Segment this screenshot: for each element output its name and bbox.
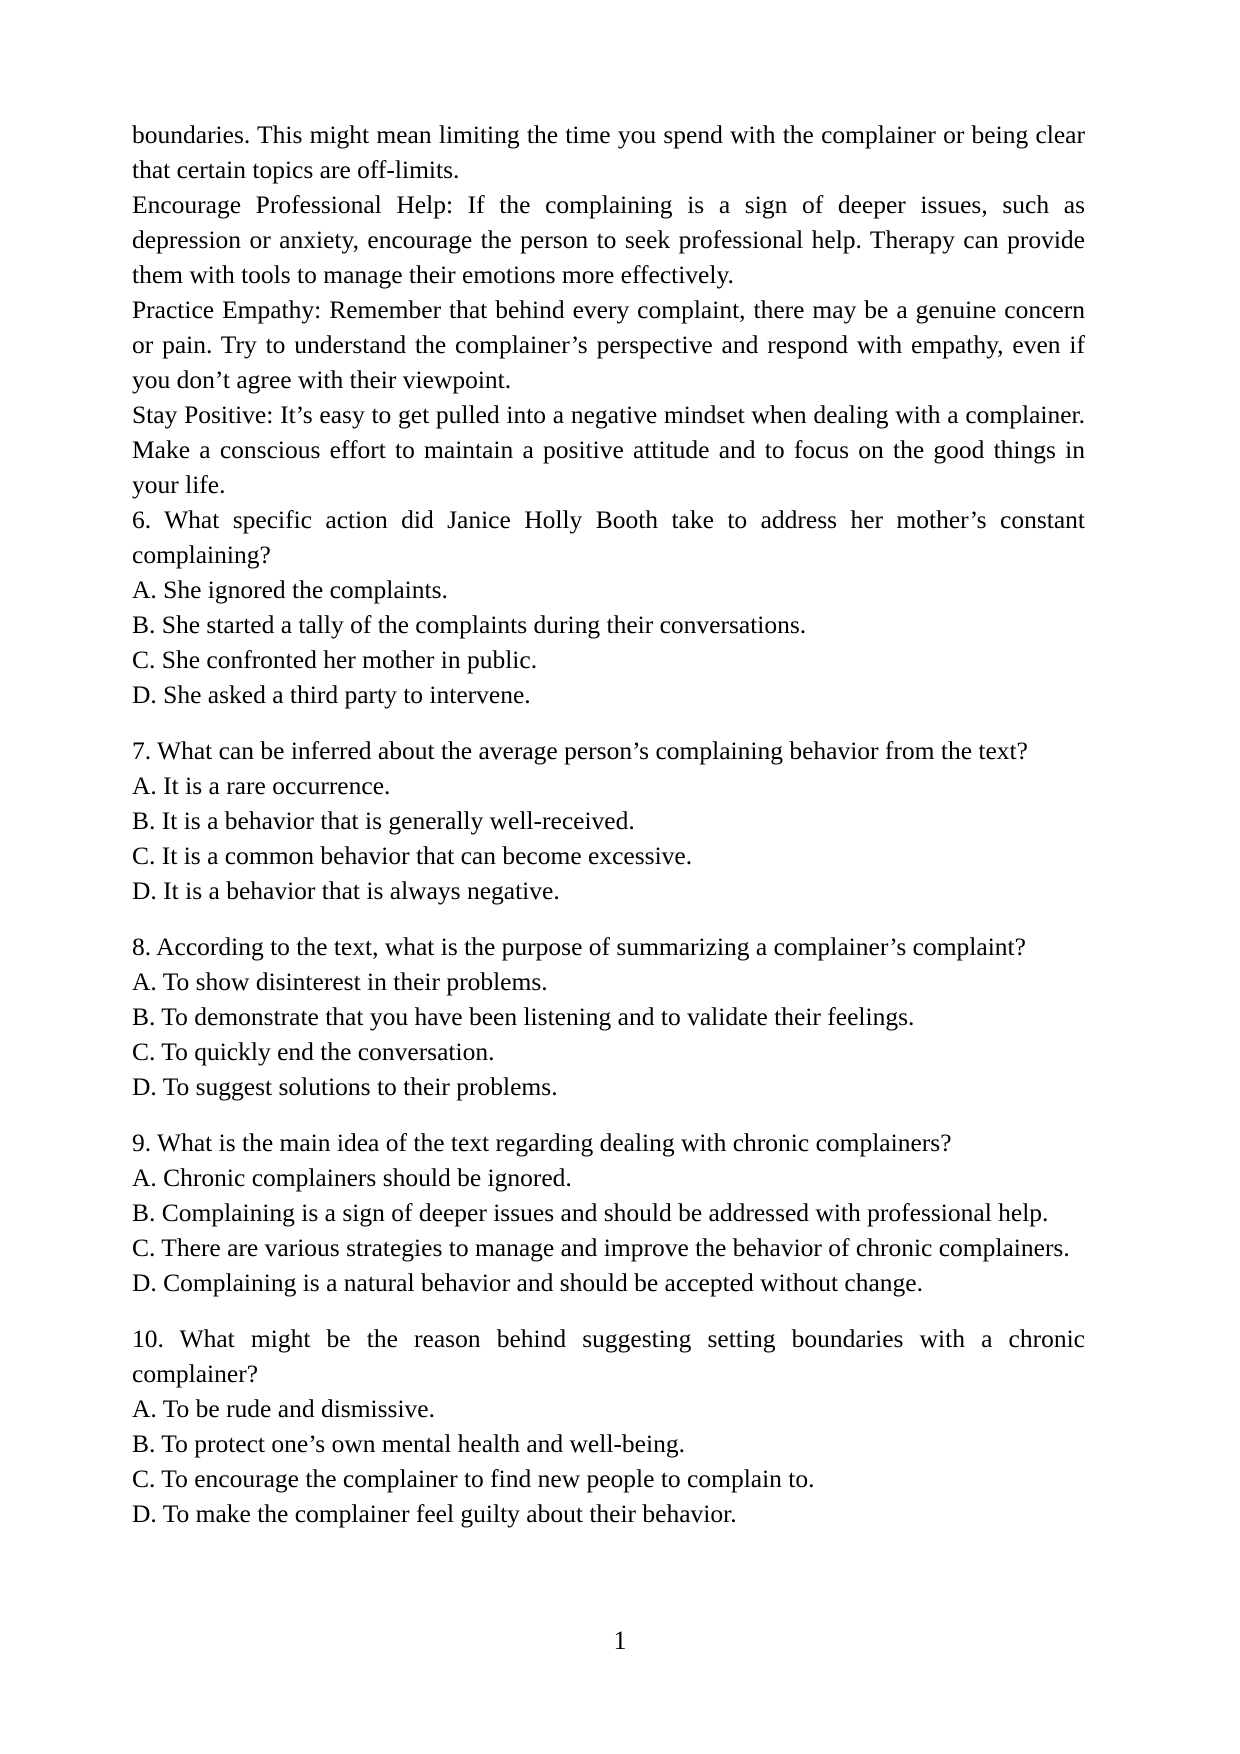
answer-option: B. To demonstrate that you have been listening and to validate their feelings.	[132, 1002, 915, 1031]
page-content	[132, 117, 1085, 1531]
question-block	[132, 1321, 1085, 1531]
question-stem: 9. What is the main idea of the text regarding dealing with chronic complainers?	[132, 1128, 952, 1157]
question-block	[132, 929, 1085, 1104]
answer-option: D. She asked a third party to intervene.	[132, 680, 531, 709]
question-stem: 10. What might be the reason behind suggesting setting boundaries with a chronic complainer?	[132, 1324, 1085, 1388]
question-stem: 6. What specific action did Janice Holly Booth take to address her mother’s constant complaining?	[132, 505, 1085, 569]
answer-option: C. There are various strategies to manage and improve the behavior of chronic complainers.	[132, 1233, 1070, 1262]
answer-option: D. To suggest solutions to their problems.	[132, 1072, 558, 1101]
question-block	[132, 502, 1085, 712]
paragraph: Encourage Professional Help: If the complaining is a sign of deeper issues, such as depression or anxiety, encourage the person to seek professional help. Therapy can provide them with tools to manage their emotions more effectively.	[132, 190, 1085, 289]
answer-option: C. It is a common behavior that can become excessive.	[132, 841, 693, 870]
answer-option: A. Chronic complainers should be ignored.	[132, 1163, 572, 1192]
question-block	[132, 733, 1085, 908]
question-stem: 7. What can be inferred about the average person’s complaining behavior from the text?	[132, 736, 1028, 765]
answer-option: B. Complaining is a sign of deeper issues and should be addressed with professional help.	[132, 1198, 1049, 1227]
paragraph: Stay Positive: It’s easy to get pulled into a negative mindset when dealing with a complainer. Make a conscious effort to maintain a positive attitude and to focus on the good things in your life.	[132, 400, 1085, 499]
answer-option: D. It is a behavior that is always negative.	[132, 876, 560, 905]
page-number: 1	[613, 1626, 627, 1655]
answer-option: D. To make the complainer feel guilty about their behavior.	[132, 1499, 737, 1528]
answer-option: A. She ignored the complaints.	[132, 575, 448, 604]
answer-option: B. To protect one’s own mental health and well-being.	[132, 1429, 685, 1458]
answer-option: C. To encourage the complainer to find new people to complain to.	[132, 1464, 815, 1493]
paragraph: Practice Empathy: Remember that behind every complaint, there may be a genuine concern or pain. Try to understand the complainer’s perspective and respond with empathy, even if you don’t agree with their viewpoint.	[132, 295, 1085, 394]
answer-option: C. To quickly end the conversation.	[132, 1037, 495, 1066]
answer-option: A. To show disinterest in their problems.	[132, 967, 548, 996]
answer-option: D. Complaining is a natural behavior and should be accepted without change.	[132, 1268, 923, 1297]
answer-option: A. To be rude and dismissive.	[132, 1394, 435, 1423]
answer-option: B. It is a behavior that is generally well-received.	[132, 806, 635, 835]
answer-option: A. It is a rare occurrence.	[132, 771, 391, 800]
answer-option: B. She started a tally of the complaints during their conversations.	[132, 610, 807, 639]
answer-option: C. She confronted her mother in public.	[132, 645, 538, 674]
paragraph: boundaries. This might mean limiting the time you spend with the complainer or being clear that certain topics are off-limits.	[132, 120, 1085, 184]
question-block	[132, 1125, 1085, 1300]
question-stem: 8. According to the text, what is the purpose of summarizing a complainer’s complaint?	[132, 932, 1026, 961]
